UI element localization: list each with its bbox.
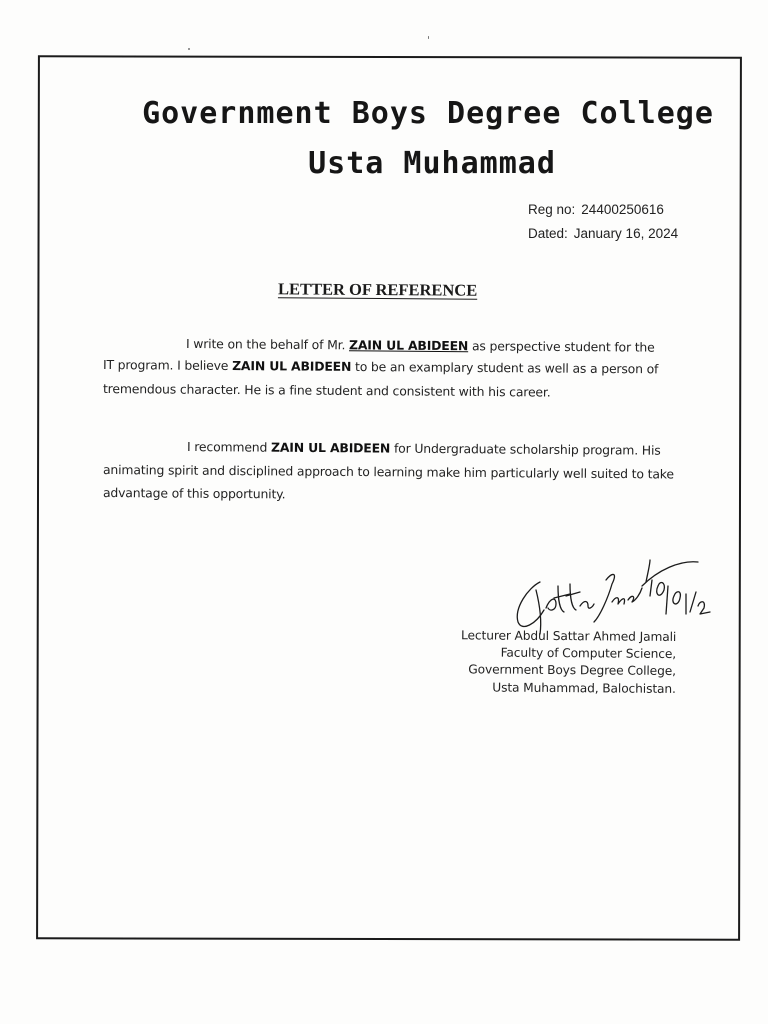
student-name: ZAIN UL ABIDEEN xyxy=(271,439,391,456)
dated-label: Dated: xyxy=(528,226,568,241)
text-segment: to be an examplary student as well as a person of xyxy=(354,358,659,377)
signatory-block xyxy=(430,627,677,698)
letter-date xyxy=(528,226,678,241)
reg-label: Reg no: xyxy=(528,202,576,217)
student-name: ZAIN UL ABIDEEN xyxy=(232,358,352,374)
college-name: Government Boys Degree College xyxy=(142,96,714,131)
signature-date: 16/01/24 xyxy=(500,550,504,551)
student-name: ZAIN UL ABIDEEN xyxy=(349,337,469,354)
scan-speck xyxy=(188,48,190,50)
text-segment: as perspective student for the xyxy=(471,338,655,355)
paragraph-2-line-2: animating spirit and disciplined approach to learning make him particularly well suited to take xyxy=(102,462,674,482)
registration-number xyxy=(528,202,664,217)
signatory-location: Usta Muhammad, Balochistan. xyxy=(492,680,676,696)
dated-value: January 16, 2024 xyxy=(573,226,679,241)
college-city: Usta Muhammad xyxy=(308,146,556,181)
signatory-faculty: Faculty of Computer Science, xyxy=(500,645,677,662)
handwritten-signature xyxy=(500,550,720,640)
reg-value: 24400250616 xyxy=(581,202,664,217)
signatory-name: Lecturer Abdul Sattar Ahmed Jamali xyxy=(461,628,677,644)
paragraph-1-line-3: tremendous character. He is a fine student and consistent with his career. xyxy=(102,381,551,400)
letter-heading: LETTER OF REFERENCE xyxy=(277,279,478,300)
scan-speck xyxy=(428,36,429,39)
text-segment: IT program. I believe xyxy=(102,357,229,373)
paragraph-2-line-3: advantage of this opportunity. xyxy=(102,485,286,502)
signatory-college: Government Boys Degree College, xyxy=(468,662,676,679)
text-segment: for Undergraduate scholarship program. His xyxy=(393,440,661,458)
text-segment: I recommend xyxy=(186,439,268,455)
text-segment: I write on the behalf of Mr. xyxy=(185,336,346,353)
